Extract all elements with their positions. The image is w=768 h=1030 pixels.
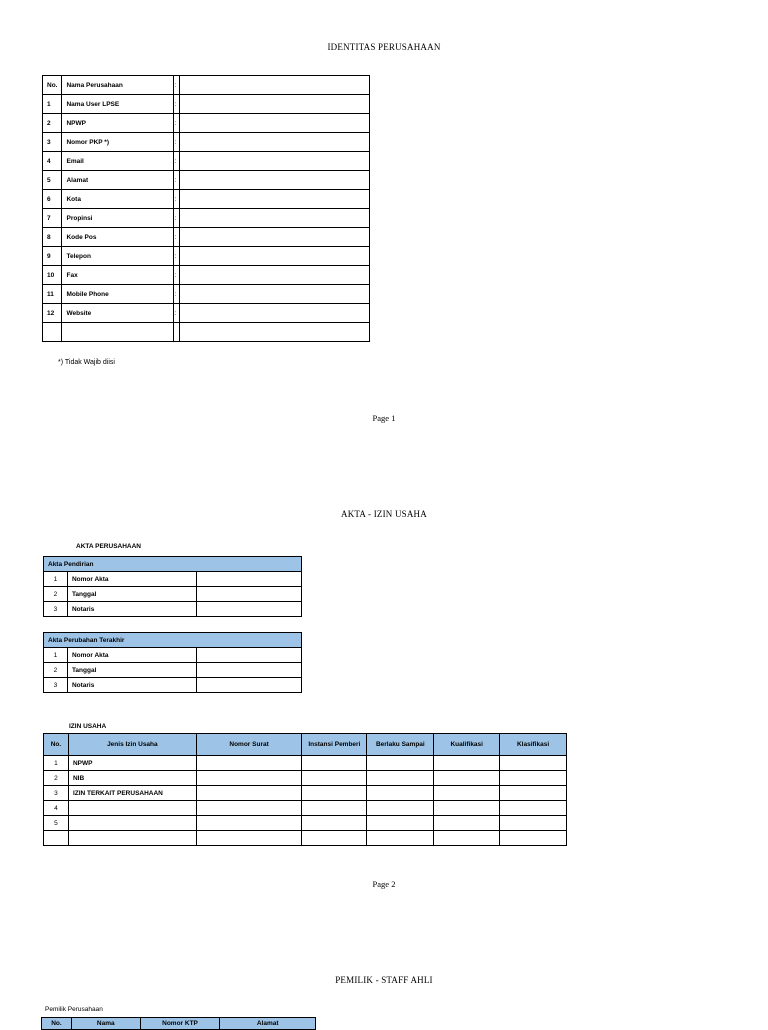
akta-row-label: Tanggal (67, 587, 196, 602)
izin-value-cell[interactable] (367, 831, 434, 846)
izin-row-jenis: NPWP (68, 756, 196, 771)
izin-usaha-table (43, 733, 567, 846)
akta-row-label: Notaris (67, 602, 196, 617)
izin-row-jenis: NIB (68, 771, 196, 786)
izin-value-cell[interactable] (196, 786, 302, 801)
izin-value-cell[interactable] (367, 771, 434, 786)
akta-row (44, 587, 302, 602)
identitas-value-cell[interactable] (179, 228, 369, 247)
identitas-header-no: No. (43, 76, 62, 95)
akta-row-no: 3 (44, 678, 68, 693)
izin-value-cell[interactable] (500, 831, 567, 846)
identitas-empty-cell (43, 323, 62, 342)
identitas-row (43, 266, 370, 285)
izin-value-cell[interactable] (434, 786, 500, 801)
akta-row-no: 1 (44, 648, 68, 663)
akta-row-no: 1 (44, 572, 68, 587)
akta-perubahan-table (43, 632, 302, 693)
akta-value-cell[interactable] (196, 648, 302, 663)
identitas-row-no: 8 (43, 228, 62, 247)
identitas-header-label: Nama Perusahaan (62, 76, 173, 95)
izin-value-cell[interactable] (434, 831, 500, 846)
akta-value-cell[interactable] (196, 663, 302, 678)
identitas-row-label: Telepon (62, 247, 173, 266)
page1-label: Page 1 (372, 413, 396, 423)
akta-pendirian-header: Akta Pendirian (44, 557, 302, 572)
identitas-row (43, 133, 370, 152)
identitas-value-cell[interactable] (179, 171, 369, 190)
izin-value-cell[interactable] (500, 816, 567, 831)
identitas-row-colon: : (173, 266, 179, 285)
akta-row (44, 678, 302, 693)
izin-row (44, 831, 567, 846)
izin-row (44, 801, 567, 816)
identitas-value-cell[interactable] (179, 209, 369, 228)
izin-value-cell[interactable] (302, 801, 367, 816)
identitas-value-cell[interactable] (179, 190, 369, 209)
identitas-row-colon: : (173, 190, 179, 209)
izin-value-cell[interactable] (500, 771, 567, 786)
identitas-row-label: Website (62, 304, 173, 323)
identitas-row-colon: : (173, 285, 179, 304)
identitas-value-cell[interactable] (179, 304, 369, 323)
identitas-row-colon: : (173, 133, 179, 152)
akta-pendirian-header-row (44, 557, 302, 572)
akta-perusahaan-title: AKTA PERUSAHAAN (76, 543, 141, 550)
izin-header-cell: Instansi Pemberi (302, 734, 367, 756)
identitas-row-colon: : (173, 114, 179, 133)
izin-usaha-title: IZIN USAHA (69, 723, 107, 730)
izin-row-jenis (68, 801, 196, 816)
identitas-row-no: 9 (43, 247, 62, 266)
identitas-row-label: Alamat (62, 171, 173, 190)
identitas-row-colon: : (173, 228, 179, 247)
identitas-row (43, 152, 370, 171)
izin-value-cell[interactable] (302, 756, 367, 771)
izin-header-cell: Berlaku Sampai (367, 734, 434, 756)
pemilik-perusahaan-title: Pemilik Perusahaan (45, 1006, 103, 1013)
identitas-row (43, 228, 370, 247)
page2-title: AKTA - IZIN USAHA (341, 509, 427, 519)
izin-value-cell[interactable] (196, 816, 302, 831)
footnote: *) Tidak Wajib diisi (58, 359, 115, 366)
identitas-value-cell[interactable] (179, 114, 369, 133)
identitas-row-colon: : (173, 247, 179, 266)
akta-row (44, 648, 302, 663)
izin-value-cell[interactable] (434, 801, 500, 816)
izin-row-jenis: IZIN TERKAIT PERUSAHAAN (68, 786, 196, 801)
identitas-row-no: 7 (43, 209, 62, 228)
izin-header-cell: Jenis Izin Usaha (68, 734, 196, 756)
identitas-value-cell[interactable] (179, 266, 369, 285)
izin-value-cell[interactable] (196, 831, 302, 846)
izin-value-cell[interactable] (367, 786, 434, 801)
identitas-empty-row (43, 323, 370, 342)
identitas-empty-cell (62, 323, 173, 342)
izin-row (44, 786, 567, 801)
izin-row-jenis (68, 831, 196, 846)
akta-perubahan-header-row (44, 633, 302, 648)
identitas-row-label: Kota (62, 190, 173, 209)
identitas-row-colon: : (173, 171, 179, 190)
identitas-row-colon: : (173, 152, 179, 171)
identitas-row-no: 6 (43, 190, 62, 209)
akta-perubahan-header: Akta Perubahan Terakhir (44, 633, 302, 648)
identitas-value-cell[interactable] (179, 247, 369, 266)
izin-value-cell[interactable] (434, 816, 500, 831)
identitas-row-no: 10 (43, 266, 62, 285)
akta-row-no: 2 (44, 587, 68, 602)
izin-value-cell[interactable] (302, 771, 367, 786)
identitas-row-label: Nomor PKP *) (62, 133, 173, 152)
identitas-header-colon: : (173, 76, 179, 95)
identitas-row-colon: : (173, 304, 179, 323)
izin-value-cell[interactable] (196, 756, 302, 771)
page3-title: PEMILIK - STAFF AHLI (335, 975, 433, 985)
akta-row-no: 2 (44, 663, 68, 678)
izin-row-no: 5 (44, 816, 69, 831)
page1-title: IDENTITAS PERUSAHAAN (327, 42, 441, 52)
izin-row-no: 1 (44, 756, 69, 771)
izin-value-cell[interactable] (302, 786, 367, 801)
identitas-value-cell[interactable] (179, 152, 369, 171)
akta-row-label: Nomor Akta (67, 648, 196, 663)
identitas-row-no: 1 (43, 95, 62, 114)
izin-row-no (44, 831, 69, 846)
izin-row-no: 3 (44, 786, 69, 801)
izin-header-row (44, 734, 567, 756)
pemilik-header-cell: No. (42, 1018, 72, 1030)
identitas-row-no: 3 (43, 133, 62, 152)
akta-row-label: Notaris (67, 678, 196, 693)
identitas-row-label: Mobile Phone (62, 285, 173, 304)
identitas-row (43, 95, 370, 114)
identitas-row-no: 12 (43, 304, 62, 323)
izin-value-cell[interactable] (196, 801, 302, 816)
identitas-row-label: Email (62, 152, 173, 171)
identitas-row-label: Nama User LPSE (62, 95, 173, 114)
identitas-row-label: NPWP (62, 114, 173, 133)
identitas-row (43, 304, 370, 323)
izin-row (44, 771, 567, 786)
izin-value-cell[interactable] (500, 801, 567, 816)
identitas-value-cell[interactable] (179, 76, 369, 95)
akta-row (44, 572, 302, 587)
izin-value-cell[interactable] (196, 771, 302, 786)
akta-row-no: 3 (44, 602, 68, 617)
izin-value-cell[interactable] (302, 831, 367, 846)
identitas-row (43, 171, 370, 190)
identitas-row (43, 247, 370, 266)
akta-value-cell[interactable] (196, 572, 302, 587)
izin-value-cell[interactable] (302, 816, 367, 831)
page2-label: Page 2 (372, 879, 396, 889)
izin-row (44, 756, 567, 771)
pemilik-header-cell: Alamat (220, 1018, 316, 1030)
identitas-value-cell[interactable] (179, 133, 369, 152)
izin-row-jenis (68, 816, 196, 831)
izin-value-cell[interactable] (434, 756, 500, 771)
identitas-value-cell[interactable] (179, 95, 369, 114)
izin-value-cell[interactable] (434, 771, 500, 786)
akta-value-cell[interactable] (196, 602, 302, 617)
identitas-row (43, 209, 370, 228)
pemilik-header-cell: Nomor KTP (140, 1018, 220, 1030)
izin-header-cell: Kualifikasi (434, 734, 500, 756)
akta-row-label: Tanggal (67, 663, 196, 678)
identitas-row-colon: : (173, 95, 179, 114)
izin-value-cell[interactable] (500, 786, 567, 801)
akta-row (44, 663, 302, 678)
identitas-header-row (43, 76, 370, 95)
identitas-row-no: 5 (43, 171, 62, 190)
identitas-value-cell[interactable] (179, 323, 369, 342)
identitas-row (43, 190, 370, 209)
identitas-row-colon: : (173, 209, 179, 228)
izin-header-cell: Nomor Surat (196, 734, 302, 756)
identitas-table (42, 75, 370, 342)
akta-value-cell[interactable] (196, 587, 302, 602)
identitas-row-no: 11 (43, 285, 62, 304)
izin-value-cell[interactable] (367, 816, 434, 831)
identitas-value-cell[interactable] (179, 285, 369, 304)
pemilik-header-cell: Nama (71, 1018, 140, 1030)
akta-value-cell[interactable] (196, 678, 302, 693)
izin-row (44, 816, 567, 831)
izin-value-cell[interactable] (367, 801, 434, 816)
akta-row-label: Nomor Akta (67, 572, 196, 587)
identitas-row-label: Propinsi (62, 209, 173, 228)
izin-value-cell[interactable] (500, 756, 567, 771)
identitas-row (43, 285, 370, 304)
izin-header-cell: Klasifikasi (500, 734, 567, 756)
identitas-row-no: 4 (43, 152, 62, 171)
identitas-row-no: 2 (43, 114, 62, 133)
akta-row (44, 602, 302, 617)
identitas-row (43, 114, 370, 133)
identitas-row-label: Kode Pos (62, 228, 173, 247)
izin-header-cell: No. (44, 734, 69, 756)
izin-value-cell[interactable] (367, 756, 434, 771)
identitas-row-label: Fax (62, 266, 173, 285)
izin-row-no: 2 (44, 771, 69, 786)
izin-row-no: 4 (44, 801, 69, 816)
akta-pendirian-table (43, 556, 302, 617)
